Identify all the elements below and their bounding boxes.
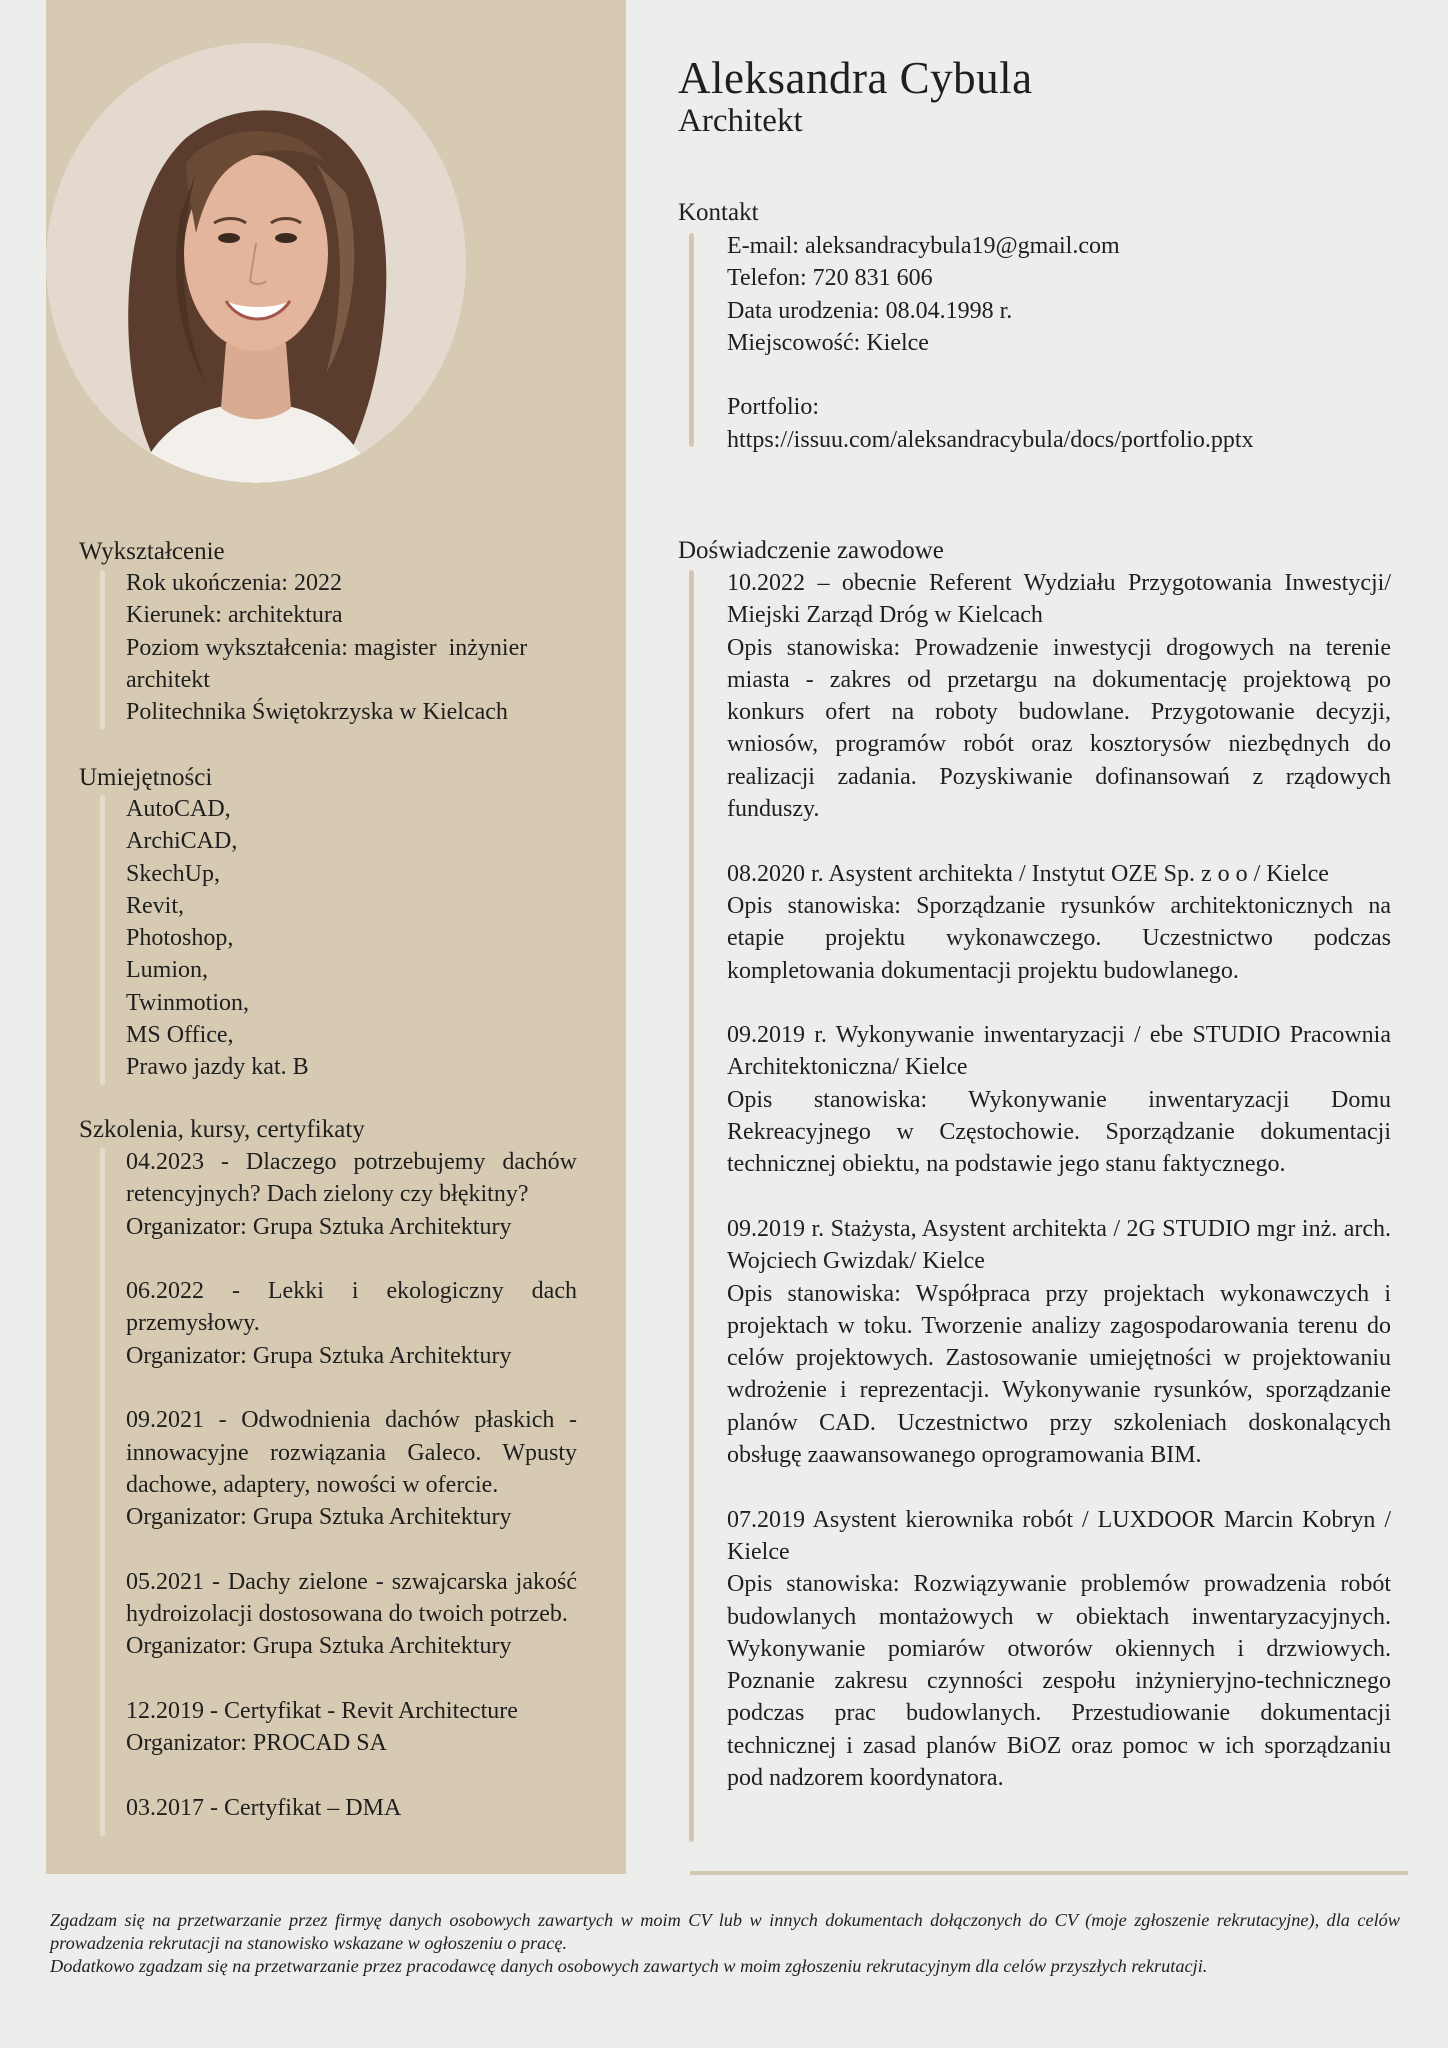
experience-title: Doświadczenie zawodowe	[678, 537, 944, 564]
contact-birthdate: Data urodzenia: 08.04.1998 r.	[727, 297, 1013, 324]
courses-title: Szkolenia, kursy, certyfikaty	[79, 1116, 365, 1143]
portfolio-label: Portfolio:	[727, 394, 820, 421]
experience-block	[727, 567, 1391, 1794]
education-level-cont: architekt	[126, 666, 210, 693]
course-text: 12.2019 - Certyfikat - Revit Architecture	[126, 1698, 518, 1725]
job-entry	[727, 1019, 1391, 1180]
education-divider	[100, 570, 105, 730]
gdpr-consent	[50, 1909, 1400, 1978]
course-entry	[126, 1404, 577, 1533]
skill-item: MS Office,	[126, 1022, 234, 1049]
skill-item: ArchiCAD,	[126, 828, 238, 855]
job-description: Opis stanowiska: Rozwiązywanie problemów prowadzenia robót budowlanych montażowych w obiektach inwentaryzacyjnych. Wykonywanie pomiarów otworów okiennych i drzwiowych. Poznanie zakresu czynności zespołu inżynieryjno-technicznego podczas prac budowlanych. Przestudiowanie dokumentacji technicznej i zasad planów BiOZ oraz pomoc w ich sporządzaniu pod nadzorem koordynatora.	[727, 1571, 1391, 1791]
skills-list	[126, 793, 581, 1084]
skill-item: Photoshop,	[126, 925, 234, 952]
job-description: Opis stanowiska: Prowadzenie inwestycji drogowych na terenie miasta - zakres od przetargu na dokumentację projektową po konkurs ofert na roboty budowlane. Przygotowanie decyzji, wniosów, programów robót oraz kosztorysów niezbędnych do realizacji zadania. Pozyskiwanie dofinansowań z rządowych funduszy.	[727, 634, 1391, 823]
skill-item: Revit,	[126, 892, 184, 919]
course-organizer: Organizator: PROCAD SA	[126, 1730, 387, 1757]
skill-item: Twinmotion,	[126, 989, 249, 1016]
contact-block	[727, 230, 1387, 456]
consent-clause: Zgadzam się na przetwarzanie przez firmyę danych osobowych zawartych w moim CV lub w innych dokumentach dołączonych do CV (moje zgłoszenie rekrutacyjne), dla celów prowadzenia rekrutacji na stanowisko wskazane w ogłoszeniu o pracę.	[50, 1910, 1400, 1953]
education-level: Poziom wykształcenia: magister inżynier	[126, 634, 528, 661]
footer-divider	[690, 1871, 1408, 1875]
job-entry	[727, 1504, 1391, 1795]
course-text: 09.2021 - Odwodnienia dachów płaskich - innowacyjne rozwiązania Galeco. Wpusty dachowe, adaptery, nowości w ofercie.	[126, 1407, 577, 1498]
skills-title: Umiejętności	[79, 764, 213, 791]
skill-item: SkechUp,	[126, 860, 220, 887]
candidate-name: Aleksandra Cybula	[678, 53, 1033, 103]
course-text: 04.2023 - Dlaczego potrzebujemy dachów retencyjnych? Dach zielony czy błękitny?	[126, 1149, 577, 1208]
contact-email[interactable]: E-mail: aleksandracybula19@gmail.com	[727, 233, 1120, 259]
contact-divider	[689, 233, 694, 447]
education-field: Kierunek: architektura	[126, 602, 343, 629]
skill-item: Lumion,	[126, 957, 208, 984]
course-entry	[126, 1146, 577, 1243]
course-text: 06.2022 - Lekki i ekologiczny dach przemysłowy.	[126, 1278, 577, 1337]
contact-title: Kontakt	[678, 199, 759, 226]
education-title: Wykształcenie	[79, 538, 225, 565]
course-entry	[126, 1695, 577, 1760]
job-title: 09.2019 r. Stażysta, Asystent architekta / 2G STUDIO mgr inż. arch. Wojciech Gwizdak/ Kielce	[727, 1215, 1391, 1275]
education-year: Rok ukończenia: 2022	[126, 570, 342, 596]
candidate-role: Architekt	[678, 103, 803, 139]
job-entry	[727, 567, 1391, 825]
portfolio-link[interactable]: https://issuu.com/aleksandracybula/docs/portfolio.pptx	[727, 426, 1254, 453]
course-organizer: Organizator: Grupa Sztuka Architektury	[126, 1633, 512, 1660]
profile-photo-image	[46, 43, 466, 483]
course-text: 05.2021 - Dachy zielone - szwajcarska jakość hydroizolacji dostosowana do twoich potrzeb.	[126, 1568, 577, 1628]
course-entry	[126, 1792, 577, 1824]
skill-item: Prawo jazdy kat. B	[126, 1054, 309, 1081]
profile-photo	[46, 43, 466, 483]
courses-divider	[100, 1148, 105, 1836]
course-organizer: Organizator: Grupa Sztuka Architektury	[126, 1504, 512, 1531]
education-school: Politechnika Świętokrzyska w Kielcach	[126, 699, 508, 726]
consent-clause-future: Dodatkowo zgadzam się na przetwarzanie przez pracodawcę danych osobowych zawartych w moim zgłoszeniu rekrutacyjnym dla celów przyszłych rekrutacji.	[50, 1956, 1208, 1976]
skill-item: AutoCAD,	[126, 796, 231, 822]
job-description: Opis stanowiska: Sporządzanie rysunków architektonicznych na etapie projektu wykonawczego. Uczestnictwo podczas kompletowania dokumentacji projektu budowlanego.	[727, 892, 1391, 984]
job-description: Opis stanowiska: Wykonywanie inwentaryzacji Domu Rekreacyjnego w Częstochowie. Sporządzanie dokumentacji technicznej obiektu, na podstawie jego stanu faktycznego.	[727, 1086, 1391, 1178]
experience-divider	[689, 570, 694, 1842]
course-organizer: Organizator: Grupa Sztuka Architektury	[126, 1342, 512, 1369]
course-entry	[126, 1275, 577, 1372]
job-title: 08.2020 r. Asystent architekta / Instytut OZE Sp. z o o / Kielce	[727, 860, 1329, 887]
job-title: 07.2019 Asystent kierownika robót / LUXDOOR Marcin Kobryn / Kielce	[727, 1506, 1391, 1565]
course-entry	[126, 1566, 577, 1663]
job-title: 09.2019 r. Wykonywanie inwentaryzacji / ebe STUDIO Pracownia Architektoniczna/ Kielce	[727, 1022, 1391, 1081]
course-text: 03.2017 - Certyfikat – DMA	[126, 1794, 402, 1821]
job-description: Opis stanowiska: Współpraca przy projektach wykonawczych i projektach w toku. Tworzenie analizy zagospodarowania terenu do celów projektowych. Zastosowanie umiejętności w projektowaniu wdrożenie i reprezentacji. Wykonywanie rysunków, sporządzanie planów CAD. Uczestnictwo przy szkoleniach doskonalących obsługę zaawansowanego oprogramowania BIM.	[727, 1280, 1391, 1469]
education-block	[126, 567, 581, 728]
job-entry	[727, 858, 1391, 987]
contact-phone: Telefon: 720 831 606	[727, 265, 933, 292]
courses-block	[126, 1146, 577, 1824]
contact-city: Miejscowość: Kielce	[727, 329, 929, 356]
job-entry	[727, 1213, 1391, 1471]
skills-divider	[100, 795, 105, 1085]
job-title: 10.2022 – obecnie Referent Wydziału Przygotowania Inwestycji/ Miejski Zarząd Dróg w Kielcach	[727, 570, 1391, 629]
course-organizer: Organizator: Grupa Sztuka Architektury	[126, 1213, 512, 1240]
